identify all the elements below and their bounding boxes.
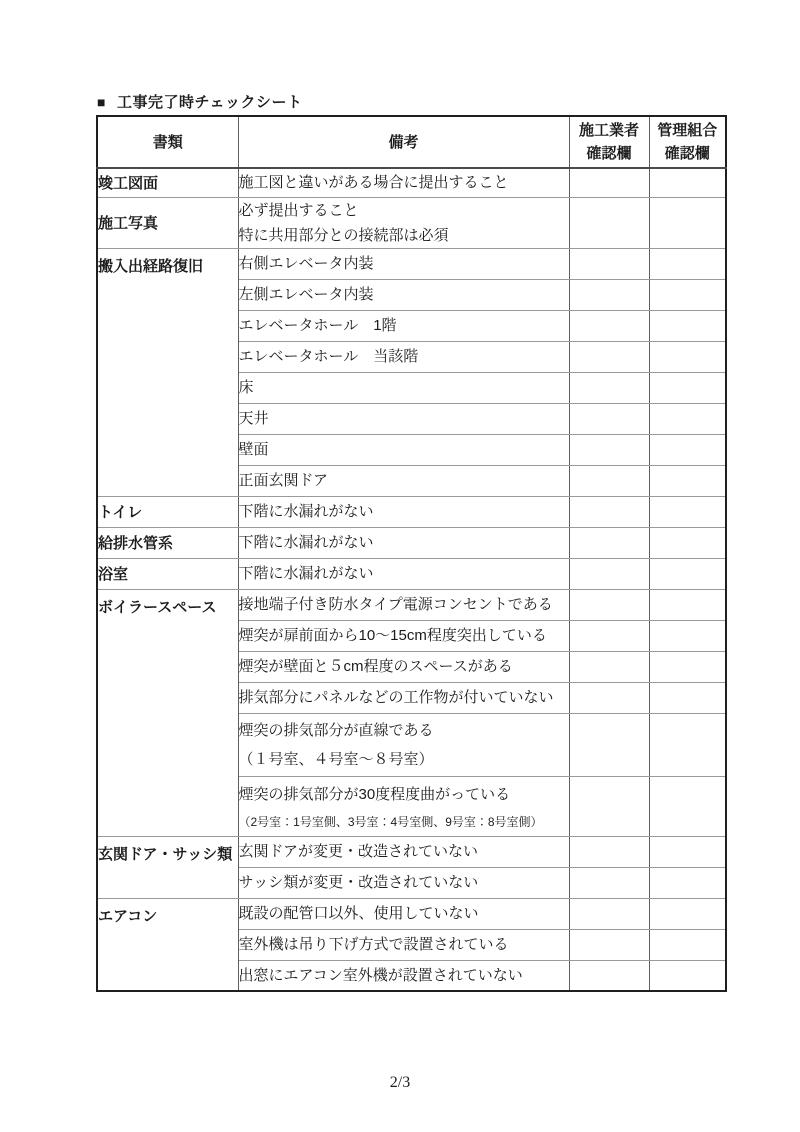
remark-text: 煙突が扉前面から10〜15cm程度突出している bbox=[238, 627, 547, 644]
remark-subtext: （2号室：1号室側、3号室：4号室側、9号室：8号室側） bbox=[238, 814, 543, 829]
contractor-confirm-cell bbox=[569, 197, 649, 248]
association-confirm-cell bbox=[649, 465, 726, 496]
remark-cell bbox=[238, 434, 569, 465]
column-header-association-line2: 確認欄 bbox=[664, 145, 710, 162]
association-confirm-cell bbox=[649, 713, 726, 776]
contractor-confirm-cell bbox=[569, 836, 649, 867]
remark-cell bbox=[238, 341, 569, 372]
remark-text: 煙突の排気部分が30度程度曲がっている bbox=[238, 785, 511, 803]
doc-cell: ボイラースペース bbox=[97, 589, 238, 836]
remark-text: エレベータホール 当該階 bbox=[238, 348, 419, 365]
contractor-confirm-cell bbox=[569, 310, 649, 341]
association-confirm-cell bbox=[649, 168, 726, 197]
contractor-confirm-cell bbox=[569, 168, 649, 197]
remark-cell bbox=[238, 589, 569, 620]
contractor-confirm-cell bbox=[569, 929, 649, 960]
contractor-confirm-cell bbox=[569, 403, 649, 434]
remark-text: 玄関ドアが変更・改造されていない bbox=[238, 843, 479, 860]
association-confirm-cell bbox=[649, 527, 726, 558]
association-confirm-cell bbox=[649, 341, 726, 372]
doc-cell: 施工写真 bbox=[97, 197, 238, 248]
remark-cell bbox=[238, 713, 569, 776]
doc-cell: 玄関ドア・サッシ類 bbox=[97, 836, 238, 898]
doc-cell: 搬入出経路復旧 bbox=[97, 248, 238, 496]
remark-cell bbox=[238, 248, 569, 279]
association-confirm-cell bbox=[649, 836, 726, 867]
contractor-confirm-cell bbox=[569, 341, 649, 372]
remark-cell bbox=[238, 496, 569, 527]
remark-text: 床 bbox=[238, 379, 254, 396]
contractor-confirm-cell bbox=[569, 960, 649, 991]
remark-cell bbox=[238, 279, 569, 310]
remark-text: 必ず提出すること bbox=[238, 201, 359, 219]
contractor-confirm-cell bbox=[569, 620, 649, 651]
remark-cell bbox=[238, 929, 569, 960]
remark-text: 施工図と違いがある場合に提出すること bbox=[238, 174, 509, 192]
association-confirm-cell bbox=[649, 403, 726, 434]
association-confirm-cell bbox=[649, 558, 726, 589]
remark-text: 下階に水漏れがない bbox=[238, 503, 374, 520]
table-row bbox=[97, 898, 726, 929]
association-confirm-cell bbox=[649, 310, 726, 341]
remark-cell bbox=[238, 867, 569, 898]
page-title bbox=[97, 91, 303, 112]
contractor-confirm-cell bbox=[569, 248, 649, 279]
remark-text: 右側エレベータ内装 bbox=[238, 255, 374, 272]
remark-cell bbox=[238, 776, 569, 836]
column-header-documents: 書類 bbox=[97, 116, 238, 168]
remark-text: 正面玄関ドア bbox=[238, 472, 329, 489]
association-confirm-cell bbox=[649, 248, 726, 279]
doc-cell: 給排水管系 bbox=[97, 527, 238, 558]
column-header-contractor-line2: 確認欄 bbox=[586, 145, 632, 162]
page-title-text: 工事完了時チェックシート bbox=[116, 94, 303, 111]
column-header-remarks: 備考 bbox=[238, 116, 569, 168]
remark-cell bbox=[238, 310, 569, 341]
doc-cell: トイレ bbox=[97, 496, 238, 527]
table-row bbox=[97, 527, 726, 558]
association-confirm-cell bbox=[649, 197, 726, 248]
contractor-confirm-cell bbox=[569, 496, 649, 527]
doc-cell: エアコン bbox=[97, 898, 238, 991]
page-number: 2/3 bbox=[389, 1074, 411, 1091]
association-confirm-cell bbox=[649, 898, 726, 929]
association-confirm-cell bbox=[649, 279, 726, 310]
association-confirm-cell bbox=[649, 867, 726, 898]
contractor-confirm-cell bbox=[569, 682, 649, 713]
header-row bbox=[97, 116, 726, 168]
table-row bbox=[97, 558, 726, 589]
contractor-confirm-cell bbox=[569, 465, 649, 496]
contractor-confirm-cell bbox=[569, 372, 649, 403]
remark-cell bbox=[238, 372, 569, 403]
remark-text: （１号室、４号室〜８号室） bbox=[238, 750, 434, 768]
remark-cell bbox=[238, 403, 569, 434]
remark-text: 左側エレベータ内装 bbox=[238, 286, 374, 303]
remark-text: 下階に水漏れがない bbox=[238, 534, 374, 551]
contractor-confirm-cell bbox=[569, 558, 649, 589]
remark-cell bbox=[238, 168, 569, 197]
table-row bbox=[97, 589, 726, 620]
checklist-table bbox=[96, 115, 727, 992]
remark-cell bbox=[238, 558, 569, 589]
remark-text: 天井 bbox=[238, 410, 269, 427]
column-header-association-line1: 管理組合 bbox=[657, 122, 718, 139]
doc-cell: 竣工図面 bbox=[97, 168, 238, 197]
association-confirm-cell bbox=[649, 589, 726, 620]
remark-cell bbox=[238, 836, 569, 867]
table-row bbox=[97, 168, 726, 197]
contractor-confirm-cell bbox=[569, 589, 649, 620]
association-confirm-cell bbox=[649, 682, 726, 713]
remark-cell bbox=[238, 898, 569, 929]
remark-cell bbox=[238, 527, 569, 558]
contractor-confirm-cell bbox=[569, 713, 649, 776]
association-confirm-cell bbox=[649, 651, 726, 682]
table-row bbox=[97, 248, 726, 279]
remark-text: 下階に水漏れがない bbox=[238, 565, 374, 582]
column-header-contractor-confirm bbox=[569, 116, 649, 168]
contractor-confirm-cell bbox=[569, 527, 649, 558]
association-confirm-cell bbox=[649, 372, 726, 403]
contractor-confirm-cell bbox=[569, 279, 649, 310]
remark-text: 煙突の排気部分が直線である bbox=[238, 721, 434, 739]
section-bullet-icon: ■ bbox=[97, 94, 106, 110]
association-confirm-cell bbox=[649, 496, 726, 527]
remark-text: 煙突が壁面と５cm程度のスペースがある bbox=[238, 658, 513, 675]
association-confirm-cell bbox=[649, 776, 726, 836]
remark-cell bbox=[238, 651, 569, 682]
remark-cell bbox=[238, 465, 569, 496]
remark-cell bbox=[238, 960, 569, 991]
contractor-confirm-cell bbox=[569, 434, 649, 465]
column-header-contractor-line1: 施工業者 bbox=[578, 122, 639, 139]
association-confirm-cell bbox=[649, 434, 726, 465]
table-row bbox=[97, 197, 726, 248]
remark-cell bbox=[238, 197, 569, 248]
association-confirm-cell bbox=[649, 620, 726, 651]
remark-cell bbox=[238, 620, 569, 651]
association-confirm-cell bbox=[649, 929, 726, 960]
remark-text: エレベータホール 1階 bbox=[238, 317, 397, 334]
table-row bbox=[97, 836, 726, 867]
contractor-confirm-cell bbox=[569, 776, 649, 836]
remark-cell bbox=[238, 682, 569, 713]
contractor-confirm-cell bbox=[569, 898, 649, 929]
column-header-association-confirm bbox=[649, 116, 726, 168]
remark-text: 出窓にエアコン室外機が設置されていない bbox=[238, 966, 523, 984]
contractor-confirm-cell bbox=[569, 651, 649, 682]
table-row bbox=[97, 496, 726, 527]
remark-text: 接地端子付き防水タイプ電源コンセントである bbox=[238, 596, 553, 613]
association-confirm-cell bbox=[649, 960, 726, 991]
contractor-confirm-cell bbox=[569, 867, 649, 898]
remark-text: 壁面 bbox=[238, 441, 269, 458]
doc-cell: 浴室 bbox=[97, 558, 238, 589]
remark-text: 排気部分にパネルなどの工作物が付いていない bbox=[238, 689, 554, 706]
remark-text: サッシ類が変更・改造されていない bbox=[238, 874, 479, 891]
remark-text: 室外機は吊り下げ方式で設置されている bbox=[238, 936, 509, 953]
remark-text: 特に共用部分との接続部は必須 bbox=[238, 226, 449, 244]
remark-text: 既設の配管口以外、使用していない bbox=[238, 905, 479, 922]
